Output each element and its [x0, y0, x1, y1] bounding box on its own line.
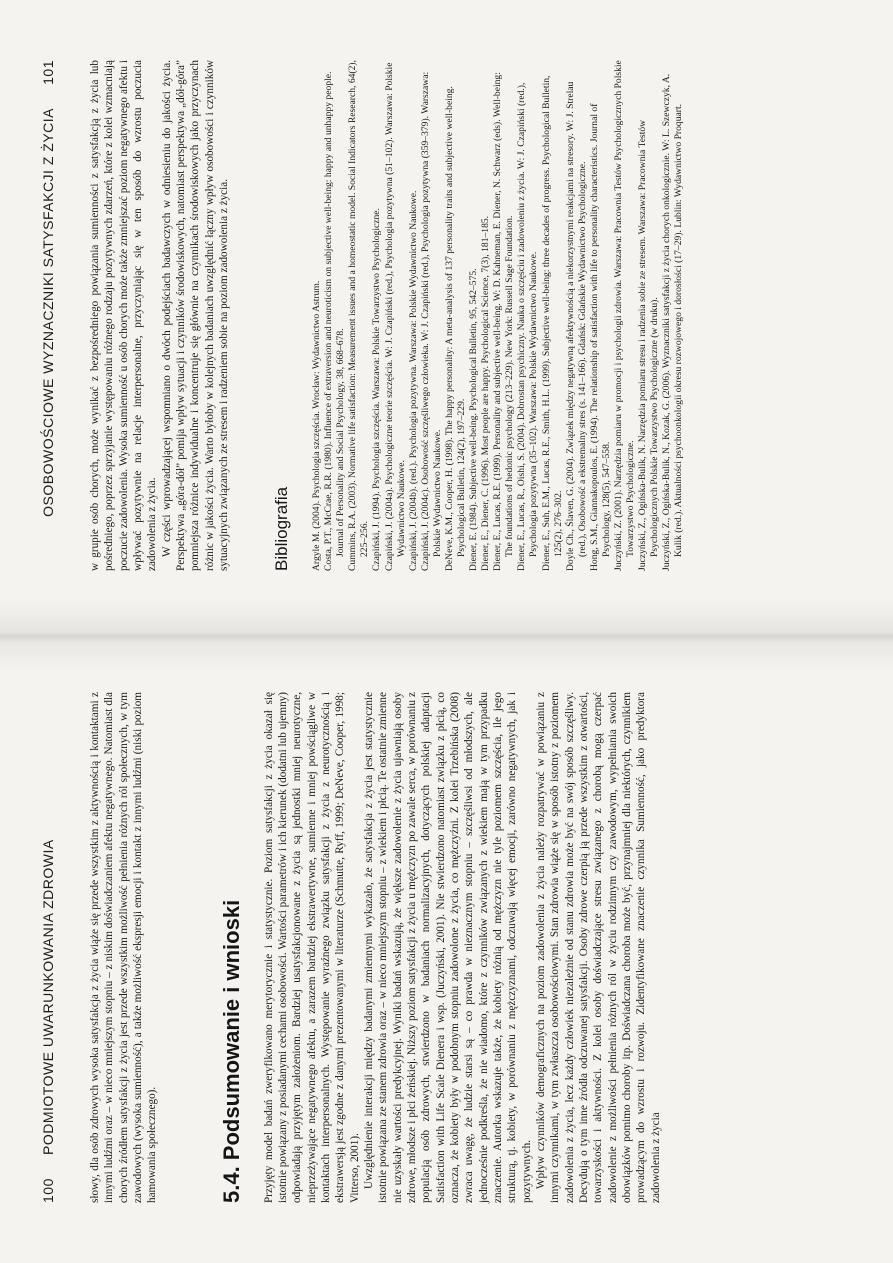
- reference-item: Czapiński, J. (2004c). Osobowość szczęśliwego człowieka. W: J. Czapiński (red.), Psychologia pozytywna (359–379). Warszawa: Polskie Wydawnictwo Naukowe.: [419, 71, 443, 571]
- left-page-number: 100: [40, 1178, 56, 1203]
- reference-item: Costa, P.T., McCrae, R.R. (1980). Influence of extraversion and neuroticism on subjective well-being: happy and unhappy people. Journal of Personality and Social Psychology, 38, 668–678.: [323, 71, 347, 571]
- left-page-body: [88, 692, 853, 1203]
- reference-item: Cummins, R.A. (2003). Normative life satisfaction: Measurement issues and a homeostatic model. Social Indicators Research, 64(2), 225–256.: [347, 59, 371, 571]
- summary-paragraph-2: Uwzględnienie interakcji między badanymi zmiennymi wykazało, że satysfakcja z życia jest statystycznie istotnie powiązana ze stanem zdrowia oraz – w nieco mniejszym stopniu – z wiekiem i płcią. Te ostatnie zmienne nie uzyskały wartości predykcyjnej. Wyniki badań wskazują, że większe zadowolenie z życia ujawniają osoby zdrowe, młodsze i płci żeńskiej. Niższy poziom satysfakcji z życia u mężczyzn po zawale serca, w porównaniu z populacją osób zdrowych, stwierdzono w badaniach normalizacyjnych, dotyczących polskiej adaptacji Satisfaction with Life Scale Dienera i wsp. (Juczyński, 2001). Nie stwierdzono natomiast związku z płcią, co oznacza, że kobiety były w podobnym stopniu zadowolone z życia, co mężczyźni. Z kolei Trzebińska (2008) zwraca uwagę, że ludzie starsi są – co prawda w nieznacznym stopniu – szczęśliwsi od młodszych, ale jednocześnie podkreśla, że nie wiadomo, które z czynników związanych z wiekiem mają w tym przypadku znaczenie. Autorka wskazuje także, że kobiety różnią od mężczyzn nie tyle poziomem szczęścia, ile jego strukturą, tj. kobiety, w porównaniu z mężczyznami, odczuwają więcej emocji, zarówno negatywnych, jak i pozytywnych.: [363, 692, 533, 1203]
- reference-item: Juczyński, Z. (2001). Narzędzia pomiaru w promocji i psychologii zdrowia. Warszawa: Pracownia Testów Psychologicznych Polskie Towarzystwo Psychologiczne.: [612, 60, 637, 571]
- reference-item: DeNeve, K.M., Cooper, H. (1998). The happy personality: A meta-analysis of 137 personality traits and subjective well-being. Psychological Bulletin, 124(2), 197–229.: [443, 86, 467, 571]
- reference-item: Juczyński, Z., Ogińska-Bulik, N., Kozak, G. (2006). Wyznaczniki satysfakcji z życia chorych onkologicznie. W: L. Szewczyk, A. Kulik (red.). Aktualności psychoonkologii okresu rozwojowego i dorosłości (17–29). Lublin: Wydawnictwo Proquart.: [661, 73, 685, 571]
- reference-item: Diener, E., Lucas, R.E. (1999). Personality and subjective well-being. W: D. Kahneman, E. Diener, N. Schwarz (eds). Well-being: The foundations of hedonic psychology (213–229). New York: Russell Sage Foundation.: [492, 72, 516, 571]
- right-page-header: [40, 60, 64, 571]
- left-page-header: [40, 692, 64, 1203]
- continued-paragraph: w grupie osób chorych, może wynikać z bezpośredniego powiązania sumienności z satysfakcją z życia lub pośredniego, poprzez sprzyjanie występowaniu różnego rodzaju pozytywnych zdarzeń, które z kolei wzmacniają poczucie zadowolenia. Wysoka sumienność u osób chorych może także zmniejszać poziom negatywnego afektu i wpływać pozytywnie na relacje interpersonalne, przyczyniając się w ten sposób do wzrostu poczucia zadowolenia z życia.: [89, 60, 159, 571]
- right-page-number: 101: [40, 60, 56, 85]
- reference-item: Diener, E., Suh, E.M., Lucas, R.E., Smith, H.L. (1999). Subjective well-being: three decades of progress. Psychological Bulletin, 125(2), 276–302.: [540, 75, 564, 571]
- reference-item: Juczyński, Z., Ogińska-Bulik, N. Narzędzia pomiaru stresu i radzenia sobie ze stresem. Warszawa: Pracownia Testów Psychologicznych Polskie Towarzystwo Psychologiczne (w druku).: [637, 119, 661, 571]
- summary-paragraph-1: Przyjęty model badań zweryfikowano merytorycznie i statystycznie. Poziom satysfakcji z życia okazał się istotnie powiązany z posiadanymi cechami osobowości. Wartości parametrów i ich kierunek (dodatni lub ujemny) odpowiadają przyjętym założeniom. Bardziej usatysfakcjonowane z życia są jednostki mniej neurotyczne, nieprzeżywające negatywnego afektu, a zarazem bardziej ekstrawertywne, sumienne i mniej powściągliwe w kontaktach interpersonalnych. Występowanie wyraźnego związku satysfakcji z życia z neurotycznością i ekstrawersją jest zgodne z danymi prezentowanymi w literaturze (Schmutte, Ryff, 1999; DeNeve, Cooper, 1998; Vitterso, 2001).: [262, 692, 361, 1203]
- reference-item: Czapiński, J. (2004a). Psychologiczne teorie szczęścia. W: J. Czapiński (red.), Psychologia pozytywna (51–102). Warszawa: Polskie Wydawnictwo Naukowe.: [383, 62, 407, 571]
- left-page: [0, 632, 893, 1263]
- bibliography-heading: Bibliografia: [272, 486, 292, 571]
- reference-item: Czapiński, J. (1994). Psychologia szczęścia. Warszawa: Polskie Towarzystwo Psychologiczne.: [371, 208, 383, 571]
- right-running-head: OSOBOWOŚCIOWE WYZNACZNIKI SATYSFAKCJI Z ŻYCIA: [40, 108, 56, 517]
- reference-item: Diener, E. (1984). Subjective well-being. Psychological Bulletin, 95, 542–575.: [468, 268, 480, 571]
- reference-item: Diener, E., Lucas, R., Oishi, S. (2004). Dobrostan psychiczny. Nauka o szczęściu i zadowoleniu z życia. W: J. Czapiński (red.), Psychologia pozytywna (35–102). Warszawa: Polskie Wydawnictwo Naukowe.: [516, 82, 540, 571]
- reference-item: Doyle Ch., Ślaven, G. (2004). Związek między negatywną afektywnością a niekorzystnymi reakcjami na stresory. W: J. Strelau (red.), Osobowość a ekstremalny stres (s. 141–166). Gdańsk: Gdańskie Wydawnictwo Psychologiczne.: [564, 81, 588, 571]
- reference-item: Diener, E., Diener, C. (1996). Most people are happy. Psychological Science, 7(3), 181–185.: [480, 215, 492, 571]
- section-heading: 5.4. Podsumowanie i wnioski: [218, 899, 244, 1203]
- left-running-head: PODMIOTOWE UWARUNKOWANIA ZDROWIA: [40, 839, 56, 1155]
- reference-item: Argyle M. (2004). Psychologia szczęścia. Wrocław: Wydawnictwo Astrum.: [311, 280, 323, 571]
- reference-list: [311, 60, 685, 571]
- right-page-body: [88, 60, 853, 571]
- closing-paragraph: W części wprowadzającej wspomniano o dwóch podejściach badawczych w odniesieniu do jakości życia. Perspektywa „góra-dół” pomija wpływ sytuacji i czynników środowiskowych, natomiast perspektywa „dół-góra” pomniejsza różnice indywidualne i koncentruje się głównie na czynnikach środowiskowych jako przyczynach różnic w jakości życia. Warto byłoby w kolejnych badaniach uwzględnić łączny wpływ osobowości i czynników sytuacyjnych związanych ze stresem i radzeniem sobie na poziom zadowolenia z życia.: [160, 60, 230, 571]
- summary-paragraph-3: Wpływ czynników demograficznych na poziom zadowolenia z życia należy rozpatrywać w powiązaniu z innymi czynnikami, w tym zwłaszcza osobowościowymi. Stan zdrowia wiąże się w sposób istotny z poziomem zadowolenia z życia, lecz każdy człowiek niezależnie od stanu zdrowia może być na swój sposób szczęśliwy. Decydują o tym inne źródła odczuwanej satysfakcji. Osoby zdrowe czerpią ją przede wszystkim z otwartości, towarzyskości i aktywności. Z kolei osoby doświadczające stresu związanego z chorobą mogą czerpać zadowolenie z możliwości pełnienia różnych ról w życiu rodzinnym czy zawodowym, wypełniania swoich obowiązków pomimo choroby itp. Doświadczana choroba może być, przynajmniej dla niektórych, czynnikiem prowadzącym do wzrostu i rozwoju. Zidentyfikowane znaczenie czynnika Sumienność, jako predyktora zadowolenia z życia: [535, 692, 662, 1203]
- intro-paragraph: słowy, dla osób zdrowych wysoka satysfakcja z życia wiąże się przede wszystkim z aktywnością i kontaktami z innymi ludźmi oraz – w nieco mniejszym stopniu – z niskim doświadczaniem afektu negatywnego. Natomiast dla chorych źródłem satysfakcji z życia jest przede wszystkim możliwość pełnienia różnych ról społecznych, w tym zawodowych (wysoka sumienność), a także możliwość ekspresji emocji i kontakt z innymi ludźmi (niski poziom hamowania społecznego).: [89, 692, 159, 1203]
- reference-item: Hong, S.M., Giannakopoulos, E. (1994). The relationship of satisfaction with life to personality characteristics. Journal of Psychology, 128(5), 547–558.: [588, 103, 612, 571]
- right-page: [0, 0, 893, 631]
- reference-item: Czapiński, J. (2004b). (red.). Psychologia pozytywna. Warszawa: Polskie Wydawnictwo Naukowe.: [407, 190, 419, 571]
